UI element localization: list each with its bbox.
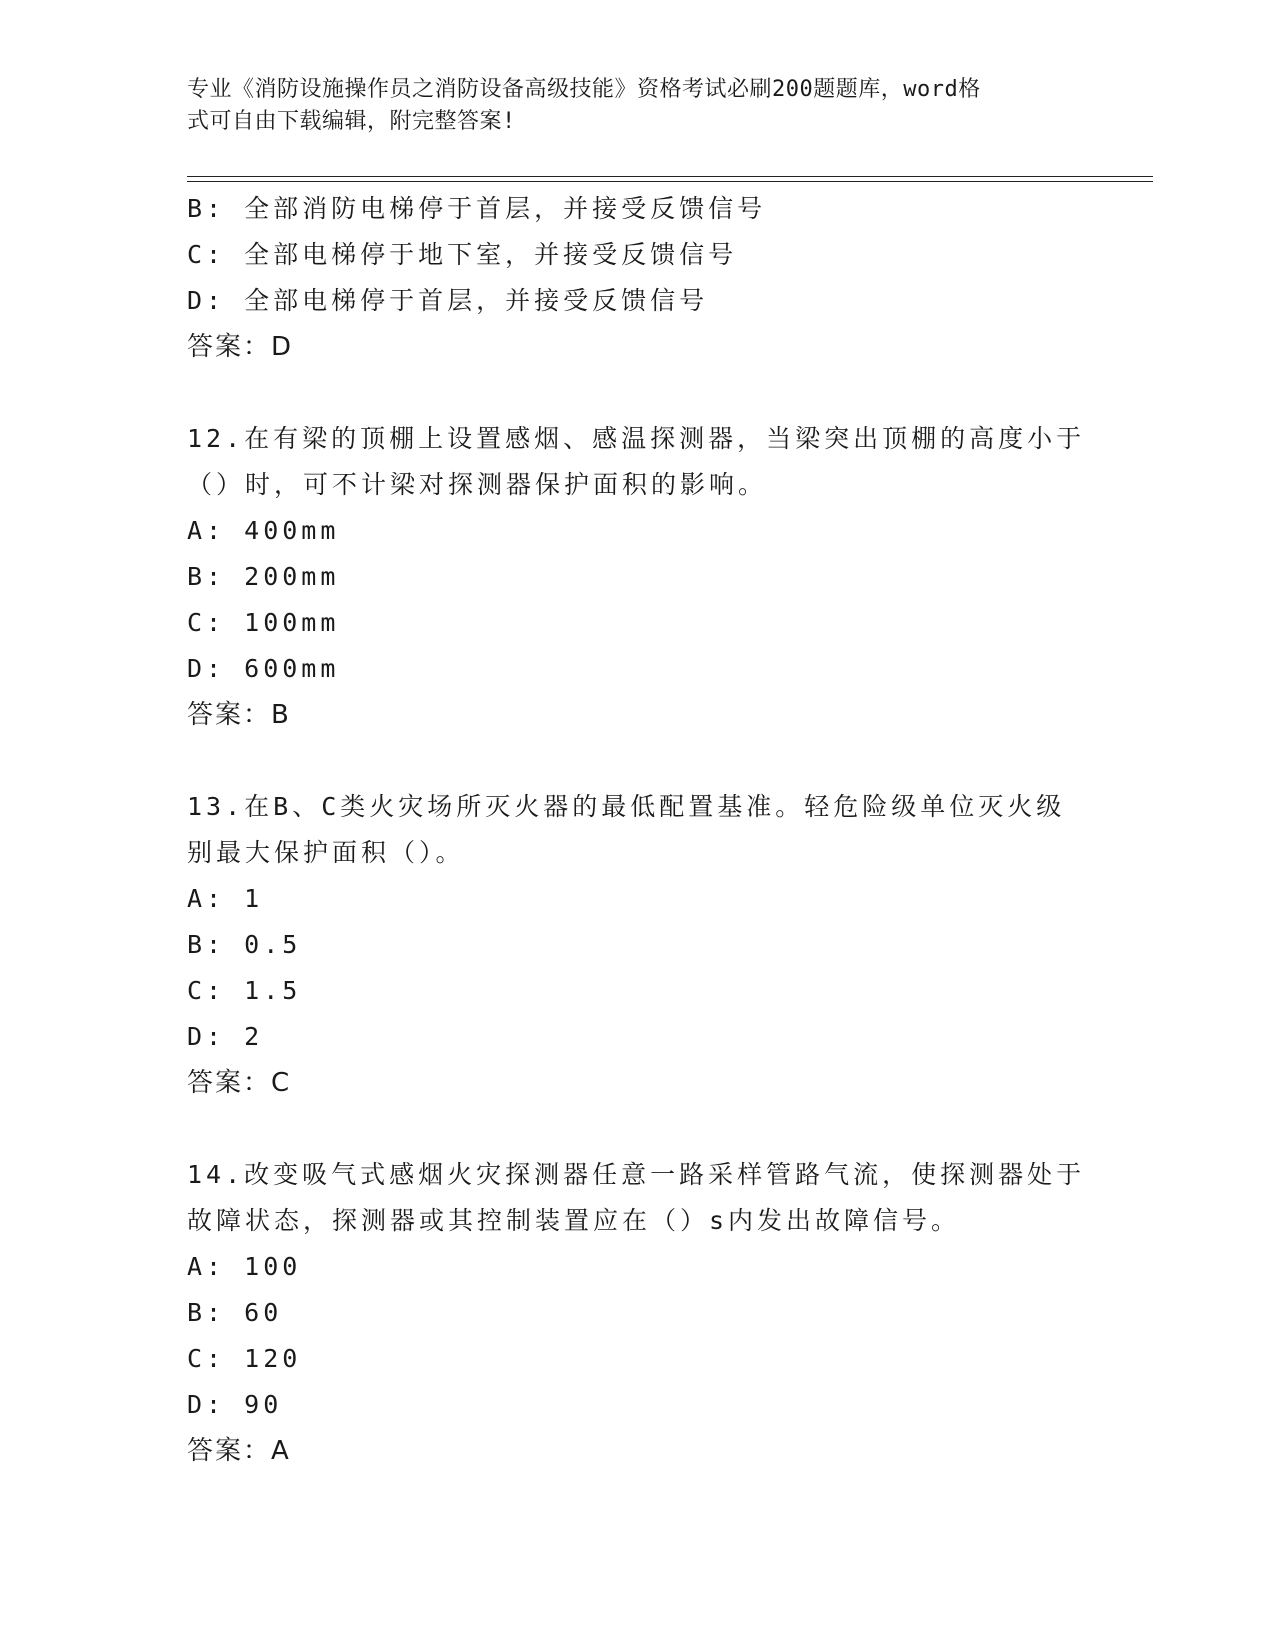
option-c: C: 120 [187, 1344, 302, 1373]
option-d: D: 600mm [187, 654, 340, 683]
option-b: B: 60 [187, 1298, 283, 1327]
option-c: C: 100mm [187, 608, 340, 637]
question-text-line-1: 14.改变吸气式感烟火灾探测器任意一路采样管路气流，使探测器处于 [187, 1160, 1086, 1189]
question-text-line-2: （）时，可不计梁对探测器保护面积的影响。 [187, 470, 768, 499]
question-text-line-2: 别最大保护面积（）。 [187, 838, 465, 867]
question-text-line-1: 13.在B、C类火灾场所灭火器的最低配置基准。轻危险级单位灭火级 [187, 792, 1066, 821]
option-c: C: 1.5 [187, 976, 302, 1005]
option-d: D: 90 [187, 1390, 283, 1419]
header-line-1: 专业《消防设施操作员之消防设备高级技能》资格考试必刷200题题库，word格 [187, 77, 981, 102]
question-text-line-2: 故障状态，探测器或其控制装置应在（）s内发出故障信号。 [187, 1206, 961, 1235]
spacer [187, 738, 1087, 784]
header-divider-bottom [187, 181, 1153, 182]
option-a: A: 1 [187, 884, 264, 913]
option-c: C: 全部电梯停于地下室，并接受反馈信号 [187, 240, 738, 269]
answer: 答案：D [187, 332, 294, 362]
option-b: B: 全部消防电梯停于首层，并接受反馈信号 [187, 194, 767, 223]
question-text-line-1: 12.在有梁的顶棚上设置感烟、感温探测器，当梁突出顶棚的高度小于 [187, 424, 1086, 453]
question-14 [187, 1152, 1087, 1474]
question-12 [187, 416, 1087, 738]
question-13 [187, 784, 1087, 1106]
option-b: B: 0.5 [187, 930, 302, 959]
header-line-2: 式可自由下载编辑，附完整答案! [187, 109, 516, 134]
option-a: A: 100 [187, 1252, 302, 1281]
spacer [187, 370, 1087, 416]
question-11-tail [187, 186, 1087, 370]
header-divider-top [187, 176, 1153, 177]
option-a: A: 400mm [187, 516, 340, 545]
option-b: B: 200mm [187, 562, 340, 591]
document-header [187, 74, 1067, 138]
answer: 答案：A [187, 1436, 291, 1466]
option-d: D: 全部电梯停于首层，并接受反馈信号 [187, 286, 709, 315]
option-d: D: 2 [187, 1022, 264, 1051]
document-body [187, 186, 1087, 1474]
answer: 答案：B [187, 700, 291, 730]
spacer [187, 1106, 1087, 1152]
answer: 答案：C [187, 1068, 292, 1098]
